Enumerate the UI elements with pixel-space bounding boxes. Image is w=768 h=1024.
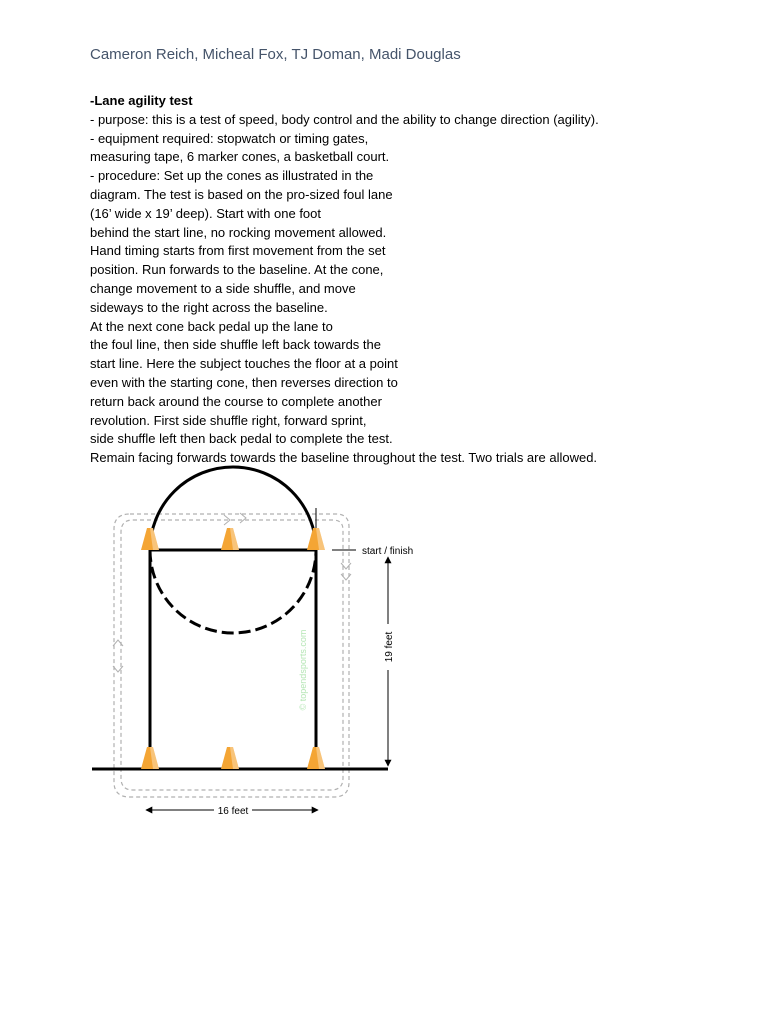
- body-line: start line. Here the subject touches the floor at a point: [90, 356, 398, 372]
- cone-icon: [221, 528, 239, 550]
- body-line: measuring tape, 6 marker cones, a basketball court.: [90, 149, 390, 165]
- body-line: diagram. The test is based on the pro-sized foul lane: [90, 186, 393, 202]
- watermark: © topendsports.com: [298, 629, 308, 711]
- body-line: sideways to the right across the baseline.: [90, 299, 328, 315]
- lane-agility-diagram: [0, 460, 768, 840]
- authors-line: Cameron Reich, Micheal Fox, TJ Doman, Madi Douglas: [90, 46, 461, 63]
- body-line: - procedure: Set up the cones as illustrated in the: [90, 168, 374, 184]
- cone-icon: [141, 747, 159, 769]
- body-line: even with the starting cone, then reverses direction to: [90, 374, 398, 390]
- cone-icon: [141, 528, 159, 550]
- cone-icon: [307, 528, 325, 550]
- body-line: Hand timing starts from first movement from the set: [90, 243, 386, 259]
- body-line: - equipment required: stopwatch or timing gates,: [90, 130, 369, 146]
- body-line: revolution. First side shuffle right, forward sprint,: [90, 412, 367, 428]
- start-finish-label: start / finish: [362, 546, 414, 557]
- body-line: change movement to a side shuffle, and move: [90, 280, 356, 296]
- cone-icon: [307, 747, 325, 769]
- body-line: the foul line, then side shuffle left back towards the: [90, 337, 381, 353]
- depth-label: 19 feet: [384, 631, 395, 663]
- foul-circle-bottom: [150, 550, 316, 633]
- body-line: behind the start line, no rocking movement allowed.: [90, 224, 387, 240]
- cone-icon: [221, 747, 239, 769]
- body-line: side shuffle left then back pedal to complete the test.: [90, 431, 393, 447]
- body-line: Remain facing forwards towards the baseline throughout the test. Two trials are allowed.: [90, 450, 598, 466]
- body-line: (16’ wide x 19’ deep). Start with one foot: [90, 205, 321, 221]
- width-label: 16 feet: [217, 806, 249, 817]
- body-line: position. Run forwards to the baseline. At the cone,: [90, 262, 384, 278]
- body-line: return back around the course to complete another: [90, 393, 382, 409]
- section-title: -Lane agility test: [90, 93, 193, 108]
- body-line: At the next cone back pedal up the lane to: [90, 318, 333, 334]
- body-line: - purpose: this is a test of speed, body control and the ability to change direction (agility).: [90, 111, 599, 127]
- lane-agility-section: [90, 92, 750, 468]
